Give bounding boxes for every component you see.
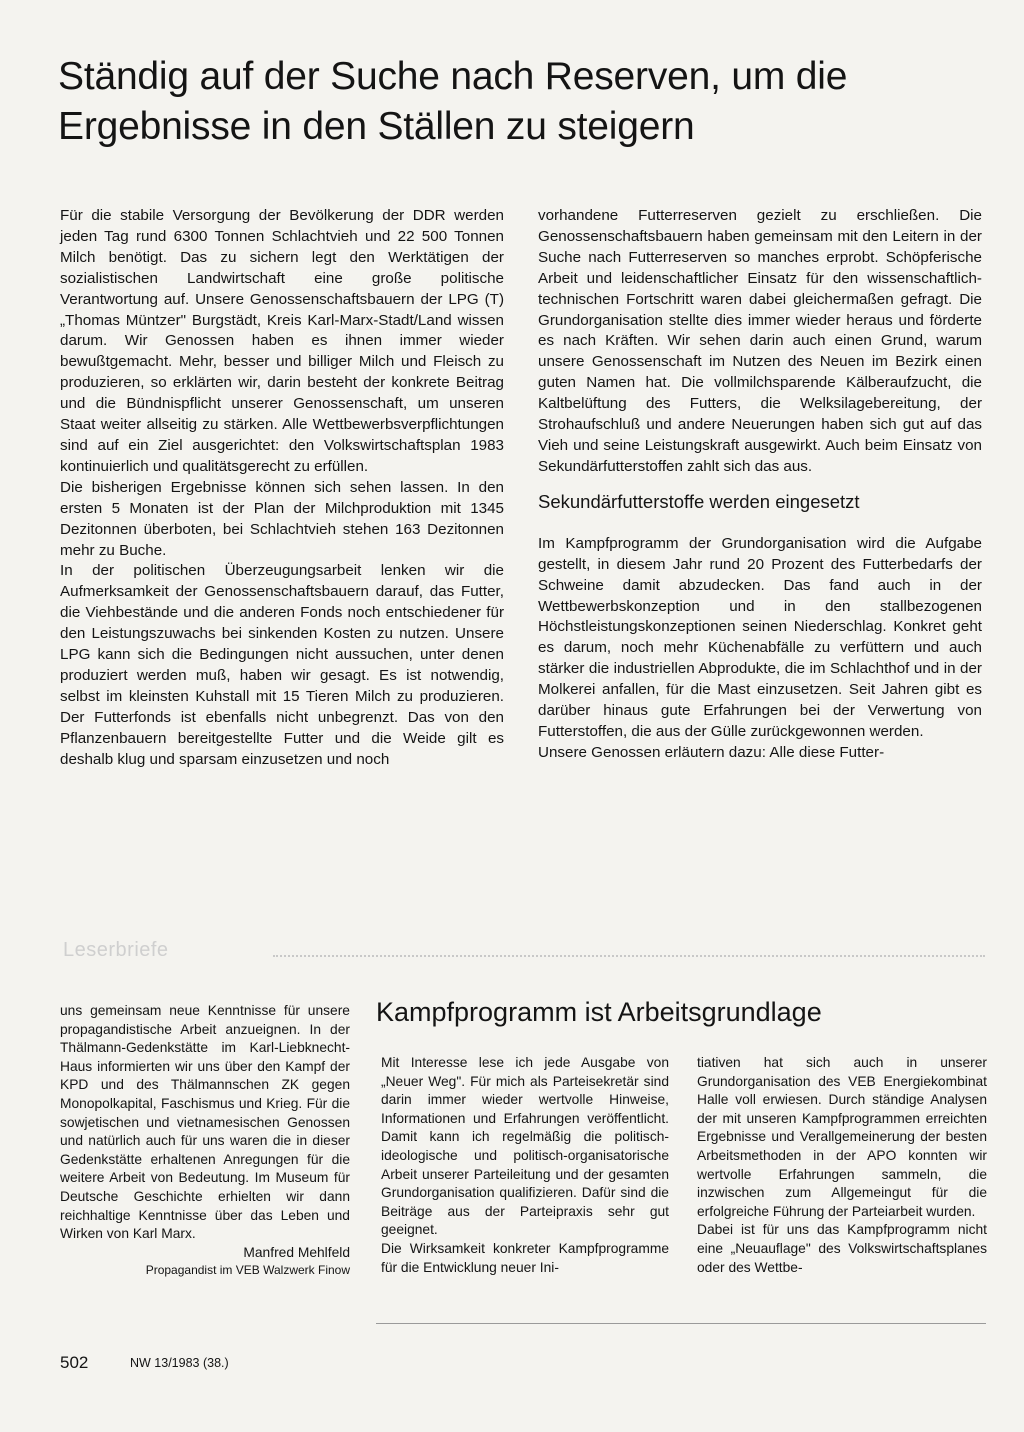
section-band xyxy=(55,937,985,967)
paragraph: Für die stabile Versorgung der Bevölkerung der DDR werden jeden Tag rund 6300 Tonnen Schlachtvieh und 22 500 Tonnen Milch benötigt. Das zu sichern legt den Werktätigen der sozialistischen Landwirtschaft eine große politische Verantwortung auf. Unsere Genossenschaftsbauern der LPG (T) „Thomas Müntzer" Burgstädt, Kreis Karl-Marx-Stadt/Land wissen darum. Wir Genossen haben es ihnen immer wieder bewußtgemacht. Mehr, besser und billiger Milch und Fleisch zu produzieren, so erklärten wir, darin besteht der konkrete Beitrag und die Bündnispflicht unserer Genossenschaft, um unseren Staat weiter allseitig zu stärken. Alle Wettbewerbsverpflichtungen sind auf ein Ziel ausgerichtet: den Volkswirtschaftsplan 1983 kontinuierlich und qualitätsgerecht zu erfüllen. xyxy=(60,207,504,475)
letter-column-1 xyxy=(60,1002,350,1279)
paragraph: Dabei ist für uns das Kampfprogramm nicht eine „Neuauflage" des Volkswirtschaftsplanes oder des Wettbe- xyxy=(697,1222,987,1275)
paragraph: Im Kampfprogramm der Grundorganisation wird die Aufgabe gestellt, in diesem Jahr rund 20 Prozent des Futterbedarfs der Schweine damit abzudecken. Das fand auch in der Wettbewerbskonzeption und in den stallbezogenen Höchstleistungskonzeptionen seinen Niederschlag. Konkret geht es darum, noch mehr Küchenabfälle zu verfüttern und auch stärker die industriellen Abprodukte, die im Schlachthof und in der Molkerei anfallen, für die Mast einzusetzen. Seit Jahren gibt es darüber hinaus gute Erfahrungen bei der Verwertung von Futterstoffen, die aus der Gülle zurückgewonnen werden. xyxy=(538,534,982,740)
letter-headline: Kampfprogramm ist Arbeitsgrundlage xyxy=(376,997,822,1027)
section-label: Leserbriefe xyxy=(63,939,169,961)
article-subheading: Sekundärfutterstoffe werden eingesetzt xyxy=(538,490,860,512)
article-headline: Ständig auf der Suche nach Reserven, um die Ergebnisse in den Ställen zu steigern xyxy=(58,55,848,148)
issue-reference: NW 13/1983 (38.) xyxy=(130,1356,229,1370)
letter-column-3 xyxy=(697,1054,987,1277)
letter-author-role: Propagandist im VEB Walzwerk Finow xyxy=(145,1263,350,1278)
letter-signature: Manfred Mehlfeld xyxy=(243,1244,350,1260)
paragraph: vorhandene Futterreserven gezielt zu erschließen. Die Genossenschaftsbauern haben gemeinsam mit den Leitern in der Suche nach Futterreserven so manches erprobt. Schöpferische Arbeit und leidenschaftlicher Einsatz für den wissenschaftlich-technischen Fortschritt waren dabei gleichermaßen gefragt. Die Grundorganisation stellte dies immer wieder heraus und förderte es nach Kräften. Wir sehen darin auch einen Grund, warum unsere Genossenschaft im Nutzen des Neuen im Bezirk einen guten Namen hat. Die vollmilchsparende Kälberaufzucht, die Kaltbelüftung des Futters, die Welksilagebereitung, der Strohaufschluß und andere Neuerungen haben sich gut auf das Vieh und seine Leistungskraft ausgewirkt. Auch beim Einsatz von Sekundärfutterstoffen zahlt sich das aus. xyxy=(538,207,982,475)
letter-column-2 xyxy=(381,1054,669,1277)
page-number: 502 xyxy=(60,1353,89,1372)
article-column-1 xyxy=(60,206,504,770)
paragraph: uns gemeinsam neue Kenntnisse für unsere propagandistische Arbeit anzueignen. In der Thälmann-Gedenkstätte im Karl-Liebknecht-Haus informierten wir uns über den Kampf der KPD und des Thälmannschen ZK gegen Monopolkapital, Faschismus und Krieg. Für die sowjetischen und vietnamesischen Genossen und natürlich auch für uns waren die in dieser Gedenkstätte erhaltenen Anregungen für die weitere Arbeit von Bedeutung. Im Museum für Deutsche Geschichte erhielten wir dann reichhaltige Kenntnisse über das Leben und Wirken von Karl Marx. xyxy=(60,1003,350,1242)
paragraph: Die Wirksamkeit konkreter Kampfprogramme für die Entwicklung neuer Ini- xyxy=(381,1240,669,1275)
section-divider xyxy=(273,955,985,957)
paragraph: In der politischen Überzeugungsarbeit lenken wir die Aufmerksamkeit der Genossenschaftsbauern darauf, das Futter, die Viehbestände und die anderen Fonds noch entschiedener für den Leistungszuwachs bei sinkenden Kosten zu nutzen. Unsere LPG kann sich die Bedingungen nicht aussuchen, unter denen produziert werden muß, haben wir gesagt. Es ist notwendig, selbst im kleinsten Kuhstall mit 15 Tieren Milch zu produzieren. Der Futterfonds ist ebenfalls nicht unbegrenzt. Das von den Pflanzenbauern bereitgestellte Futter und die Weide gilt es deshalb klug und sparsam einzusetzen und noch xyxy=(60,562,504,768)
bottom-rule xyxy=(376,1323,986,1324)
paragraph: Die bisherigen Ergebnisse können sich sehen lassen. In den ersten 5 Monaten ist der Plan der Milchproduktion mit 1345 Dezitonnen überboten, bei Schlachtvieh stehen 163 Dezitonnen mehr zu Buche. xyxy=(60,478,504,559)
article-column-2 xyxy=(538,206,982,764)
paragraph: tiativen hat sich auch in unserer Grundorganisation des VEB Energiekombinat Halle voll erwiesen. Durch ständige Analysen der mit unseren Kampfprogrammen erreichten Ergebnisse und Verallgemeinerung der besten Arbeitsmethoden in der APO konnten wir wertvolle Erfahrungen sammeln, die inzwischen zum Allgemeingut für die erfolgreiche Führung der Parteiarbeit wurden. xyxy=(697,1055,987,1219)
paragraph: Mit Interesse lese ich jede Ausgabe von „Neuer Weg". Für mich als Parteisekretär sind darin immer wieder wertvolle Hinweise, Informationen und Erfahrungen veröffentlicht. Damit kann ich regelmäßig die politisch-ideologische und politisch-organisatorische Arbeit unserer Parteileitung und der gesamten Grundorganisation qualifizieren. Dafür sind die Beiträge aus der Parteipraxis sehr gut geeignet. xyxy=(381,1055,669,1238)
paragraph: Unsere Genossen erläutern dazu: Alle diese Futter- xyxy=(538,743,885,761)
